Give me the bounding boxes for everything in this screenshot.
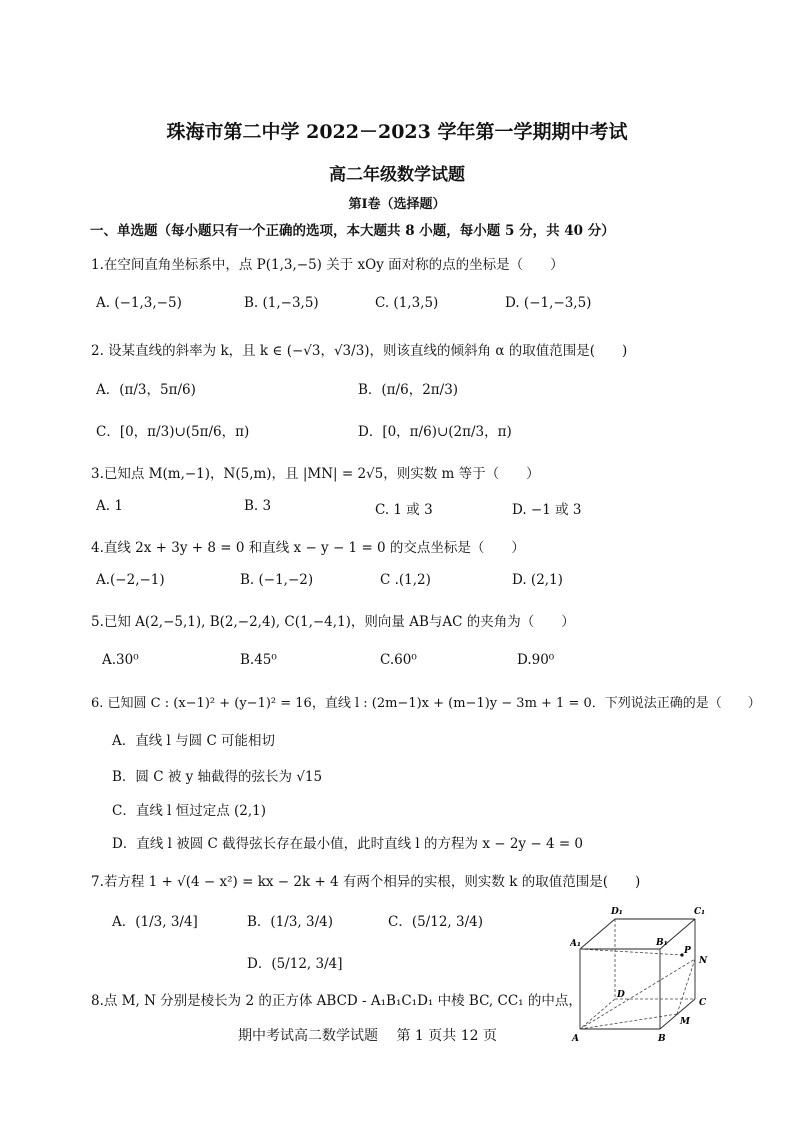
question-1: 1.在空间直角坐标系中，点 P(1,3,−5) 关于 xOy 面对称的点的坐标是（ ） xyxy=(91,257,564,273)
label-n: N xyxy=(699,956,708,966)
q7-option-d: D．(5/12, 3/4] xyxy=(247,956,343,972)
q7-option-a: A．(1/3, 3/4] xyxy=(112,914,198,930)
question-2: 2. 设某直线的斜率为 k，且 k ∈ (−√3，√3/3)，则该直线的倾斜角 α 的取值范围是( ) xyxy=(91,343,628,359)
page-footer: 期中考试高二数学试题 第 1 页共 12 页 xyxy=(238,1028,497,1044)
question-8: 8.点 M, N 分别是棱长为 2 的正方体 ABCD - A₁B₁C₁D₁ 中棱 BC, CC₁ 的中点， xyxy=(91,993,582,1009)
q4-option-c: C .(1,2) xyxy=(380,572,431,588)
label-b: B xyxy=(658,1034,666,1044)
edge-a1d1 xyxy=(580,919,615,949)
label-b1: B₁ xyxy=(656,938,668,948)
q5-option-c: C.60⁰ xyxy=(380,652,417,668)
q7-option-b: B．(1/3, 3/4) xyxy=(247,914,333,930)
q3-option-c: C. 1 或 3 xyxy=(375,502,433,518)
q2-option-d: D．[0，π/6)∪(2π/3，π) xyxy=(358,424,512,440)
q3-option-b: B. 3 xyxy=(244,498,272,514)
q6-option-d: D．直线 l 被圆 C 截得弦长存在最小值，此时直线 l 的方程为 x − 2y − 4 = 0 xyxy=(112,836,584,852)
cube-figure xyxy=(570,905,720,1045)
q1-option-c: C. (1,3,5) xyxy=(375,295,439,311)
q2-option-a: A．(π/3，5π/6) xyxy=(96,382,196,398)
segment-mn xyxy=(677,959,695,1014)
exam-subtitle: 高二年级数学试题 xyxy=(329,165,465,185)
q2-option-b: B．(π/6，2π/3) xyxy=(358,382,459,398)
section-heading: 一、单选题（每小题只有一个正确的选项，本大题共 8 小题，每小题 5 分，共 40 分） xyxy=(90,223,615,239)
q6-option-b: B．圆 C 被 y 轴截得的弦长为 √15 xyxy=(112,769,323,785)
question-5: 5.已知 A(2,−5,1), B(2,−2,4), C(1,−4,1)，则向量 AB与AC 的夹角为（ ） xyxy=(91,614,575,630)
label-a1: A₁ xyxy=(570,939,581,949)
label-d1: D₁ xyxy=(611,907,623,917)
label-a: A xyxy=(572,1034,579,1044)
label-d: D xyxy=(617,990,625,1000)
segment-a1p xyxy=(580,949,682,955)
q1-option-b: B. (1,−3,5) xyxy=(244,295,319,311)
question-6: 6. 已知圆 C : (x−1)² + (y−1)² = 16，直线 l : (2m−1)x + (m−1)y − 3m + 1 = 0．下列说法正确的是（ ） xyxy=(91,696,761,711)
part-label: 第Ⅰ卷（选择题） xyxy=(348,197,446,212)
segment-an xyxy=(580,959,695,1029)
q7-option-c: C．(5/12, 3/4) xyxy=(388,914,483,930)
q1-option-d: D. (−1,−3,5) xyxy=(505,295,592,311)
q2-option-c: C．[0，π/3)∪(5π/6，π) xyxy=(96,424,250,440)
cube-diagram xyxy=(570,905,720,1045)
q4-option-d: D. (2,1) xyxy=(512,572,563,588)
label-c: C xyxy=(699,998,707,1008)
q5-option-a: A.30⁰ xyxy=(102,652,139,668)
question-4: 4.直线 2x + 3y + 8 = 0 和直线 x − y − 1 = 0 的交点坐标是（ ） xyxy=(91,540,525,556)
q4-option-b: B. (−1,−2) xyxy=(240,572,314,588)
q4-option-a: A.(−2,−1) xyxy=(96,572,165,588)
q1-option-a: A. (−1,3,−5) xyxy=(96,295,182,311)
q6-option-c: C．直线 l 恒过定点 (2,1) xyxy=(112,803,267,819)
q3-option-d: D. −1 或 3 xyxy=(512,502,582,518)
q5-option-d: D.90⁰ xyxy=(517,652,555,668)
q6-option-a: A．直线 l 与圆 C 可能相切 xyxy=(112,733,276,749)
q3-option-a: A. 1 xyxy=(96,498,123,514)
q5-option-b: B.45⁰ xyxy=(240,652,277,668)
exam-title: 珠海市第二中学 2022－2023 学年第一学期期中考试 xyxy=(166,121,628,143)
question-3: 3.已知点 M(m,−1)，N(5,m)，且 |MN| = 2√5，则实数 m 等于（ ） xyxy=(91,466,540,482)
label-p: P xyxy=(684,946,691,956)
question-7: 7.若方程 1 + √(4 − x²) = kx − 2k + 4 有两个相异的实根，则实数 k 的取值范围是( ) xyxy=(91,874,641,890)
label-m: M xyxy=(680,1017,690,1027)
label-c1: C₁ xyxy=(694,907,706,917)
